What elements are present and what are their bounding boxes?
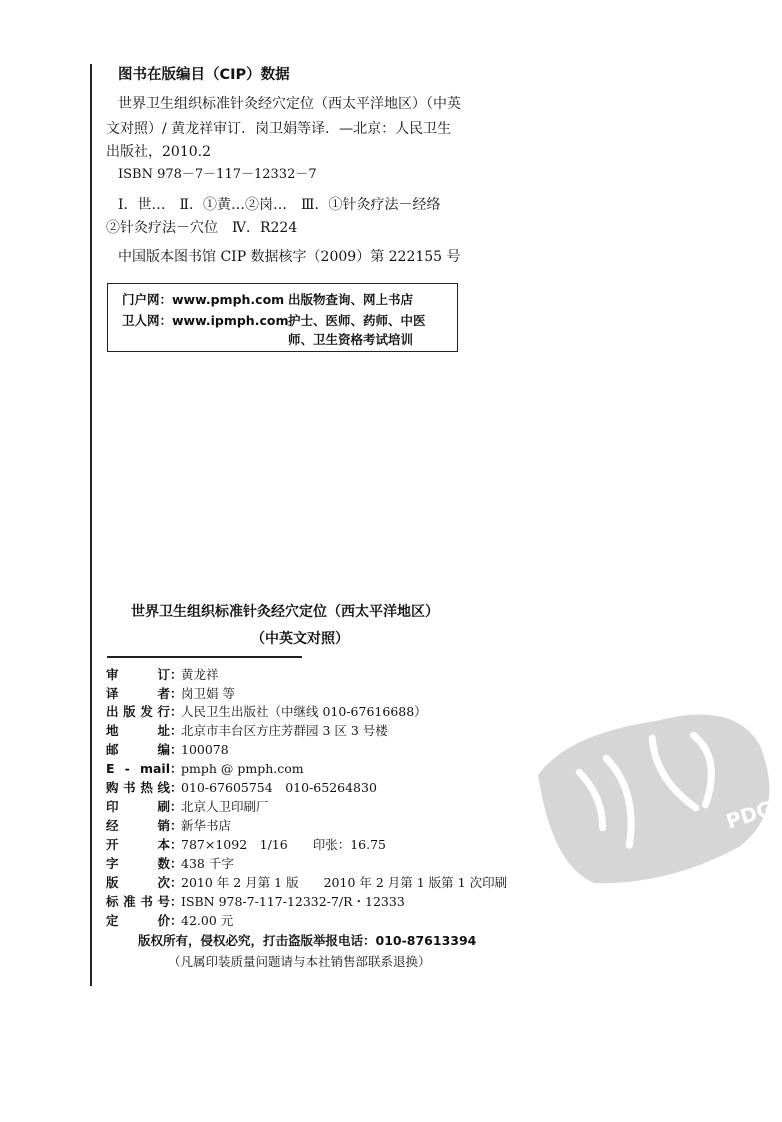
ipmph-site: 卫人网：www.ipmph.com: [122, 313, 289, 328]
detail-value: 人民卫生出版社（中继线 010-67616688）: [181, 704, 427, 719]
detail-row: [106, 703, 427, 721]
detail-value: 438 千字: [181, 856, 234, 871]
detail-row: [106, 685, 235, 703]
detail-row: [106, 855, 234, 873]
cip-line: 文对照）/ 黄龙祥审订．岗卫娟等译．—北京：人民卫生: [106, 121, 452, 137]
colon: ：: [170, 856, 183, 871]
cip-number: 中国版本图书馆 CIP 数据核字（2009）第 222155 号: [118, 249, 461, 265]
book-title: 世界卫生组织标准针灸经穴定位（西太平洋地区）: [131, 604, 439, 620]
website-box: [107, 283, 458, 352]
colon: ：: [170, 723, 183, 738]
detail-value: ISBN 978-7-117-12332-7/R・12333: [181, 894, 405, 909]
colon: ：: [170, 818, 183, 833]
detail-label: 定价: [106, 913, 170, 928]
detail-row: [106, 817, 231, 835]
detail-label: 出版发行: [106, 704, 170, 719]
detail-label: 经销: [106, 818, 170, 833]
book-subtitle: （中英文对照）: [251, 631, 349, 647]
title-rule: [107, 656, 302, 658]
detail-label: 字数: [106, 856, 170, 871]
colon: ：: [170, 894, 183, 909]
colon: ：: [170, 875, 183, 890]
detail-value: 2010 年 2 月第 1 版 2010 年 2 月第 1 版第 1 次印刷: [181, 875, 508, 890]
detail-label: 标准书号: [106, 894, 170, 909]
colon: ：: [170, 913, 183, 928]
colon: ：: [170, 761, 183, 776]
colon: ：: [170, 667, 183, 682]
return-note: （凡属印装质量问题请与本社销售部联系退换）: [168, 954, 431, 969]
pdg-watermark-stamp: [530, 700, 780, 890]
detail-value: 100078: [181, 742, 229, 757]
detail-row: [106, 912, 233, 930]
detail-value: 岗卫娟 等: [181, 686, 235, 701]
detail-row: [106, 798, 269, 816]
ipmph-desc: 护士、医师、药师、中医: [288, 313, 426, 328]
detail-label: E - mail: [106, 761, 170, 776]
portal-site: 门户网：www.pmph.com: [122, 292, 285, 307]
detail-row: [106, 779, 377, 797]
detail-label: 版次: [106, 875, 170, 890]
cip-line: 世界卫生组织标准针灸经穴定位（西太平洋地区）（中英: [118, 96, 461, 112]
detail-label: 地址: [106, 723, 170, 738]
detail-row: [106, 874, 507, 892]
detail-label: 审订: [106, 667, 170, 682]
detail-label: 印刷: [106, 799, 170, 814]
colon: ：: [170, 686, 183, 701]
detail-row: [106, 741, 229, 759]
detail-value: 010-67605754 010-65264830: [181, 780, 377, 795]
detail-label: 译者: [106, 686, 170, 701]
copyright-notice: 版权所有，侵权必究，打击盗版举报电话：010-87613394: [138, 933, 477, 948]
colon: ：: [170, 742, 183, 757]
detail-value: 黄龙祥: [181, 667, 219, 682]
detail-value: 北京人卫印刷厂: [181, 799, 269, 814]
cip-line: Ⅰ．世… Ⅱ．①黄…②岗… Ⅲ．①针灸疗法－经络: [118, 197, 441, 213]
colon: ：: [170, 837, 183, 852]
detail-row: [106, 722, 388, 740]
detail-label: 开本: [106, 837, 170, 852]
detail-label: 购书热线: [106, 780, 170, 795]
detail-row: [106, 893, 405, 911]
margin-rule: [90, 64, 92, 986]
detail-value: pmph @ pmph.com: [181, 761, 304, 776]
detail-value: 787×1092 1/16 印张：16.75: [181, 837, 386, 852]
detail-label: 邮编: [106, 742, 170, 757]
colon: ：: [170, 799, 183, 814]
cip-heading: 图书在版编目（CIP）数据: [118, 67, 290, 83]
cip-isbn: ISBN 978－7－117－12332－7: [118, 167, 317, 182]
svg-text:PDG: PDG: [723, 795, 776, 834]
detail-row: [106, 666, 219, 684]
detail-row: [106, 760, 304, 778]
colon: ：: [170, 704, 183, 719]
detail-value: 北京市丰台区方庄芳群园 3 区 3 号楼: [181, 723, 388, 738]
portal-desc: 出版物查询、网上书店: [288, 292, 414, 307]
ipmph-desc-cont: 师、卫生资格考试培训: [288, 332, 414, 347]
detail-value: 42.00 元: [181, 913, 234, 928]
detail-value: 新华书店: [181, 818, 232, 833]
detail-row: [106, 836, 386, 854]
cip-line: 出版社，2010.2: [106, 144, 211, 160]
cip-line: ②针灸疗法－穴位 Ⅳ．R224: [106, 220, 298, 236]
colon: ：: [170, 780, 183, 795]
